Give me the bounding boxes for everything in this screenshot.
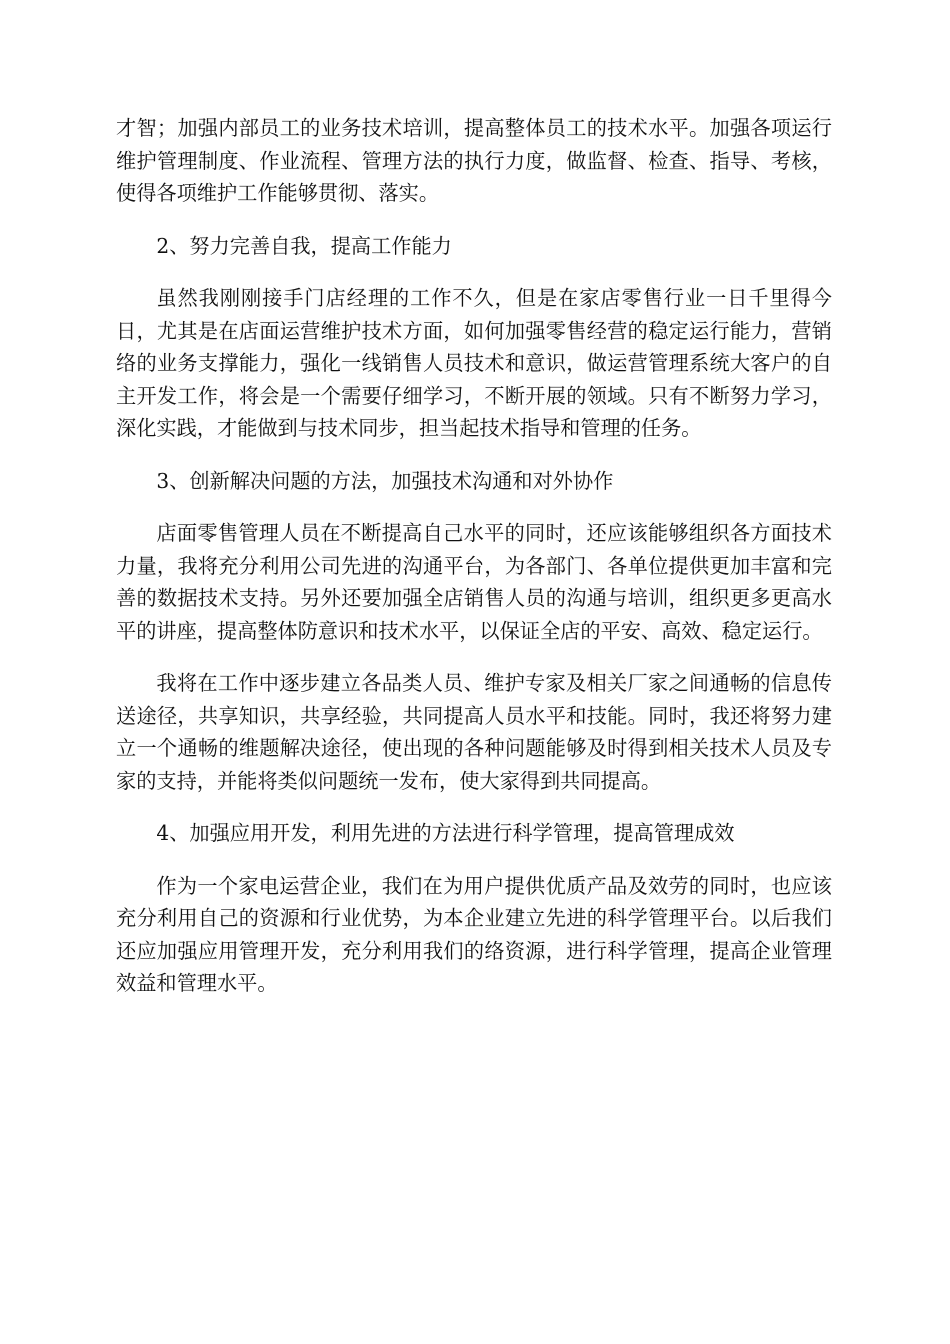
- paragraph-continuation: 才智；加强内部员工的业务技术培训，提高整体员工的技术水平。加强各项运行维护管理制度、作业流程、管理方法的执行力度，做监督、检查、指导、考核，使得各项维护工作能够贯彻、落实。: [116, 116, 832, 205]
- paragraph-self-improvement: 虽然我刚刚接手门店经理的工作不久，但是在家店零售行业一日千里得今日，尤其是在店面运营维护技术方面，如何加强零售经营的稳定运行能力，营销络的业务支撑能力，强化一线销售人员技术和意识，做运营管理系统大客户的自主开发工作，将会是一个需要仔细学习，不断开展的领域。只有不断努力学习，深化实践，才能做到与技术同步，担当起技术指导和管理的任务。: [116, 286, 832, 440]
- paragraph-technical-support: 店面零售管理人员在不断提高自己水平的同时，还应该能够组织各方面技术力量，我将充分利用公司先进的沟通平台，为各部门、各单位提供更加丰富和完善的数据技术支持。另外还要加强全店销售人员的沟通与培训，组织更多更高水平的讲座，提高整体防意识和技术水平，以保证全店的平安、高效、稳定运行。: [116, 521, 832, 643]
- section-heading-3: 3、创新解决问题的方法，加强技术沟通和对外协作: [156, 468, 614, 493]
- section-heading-4: 4、加强应用开发，利用先进的方法进行科学管理，提高管理成效: [156, 821, 735, 845]
- section-heading-2: 2、努力完善自我，提高工作能力: [156, 233, 452, 258]
- paragraph-knowledge-sharing: 我将在工作中逐步建立各品类人员、维护专家及相关厂家之间通畅的信息传送途径，共享知识，共享经验，共同提高人员水平和技能。同时，我还将努力建立一个通畅的维题解决途径，使出现的各种问题能够及时得到相关技术人员及专家的支持，并能将类似问题统一发布，使大家得到共同提高。: [116, 671, 832, 793]
- paragraph-management-platform: 作为一个家电运营企业，我们在为用户提供优质产品及效劳的同时，也应该充分利用自己的资源和行业优势，为本企业建立先进的科学管理平台。以后我们还应加强应用管理开发，充分利用我们的络资源，进行科学管理，提高企业管理效益和管理水平。: [116, 873, 832, 995]
- document-page: [116, 112, 832, 1020]
